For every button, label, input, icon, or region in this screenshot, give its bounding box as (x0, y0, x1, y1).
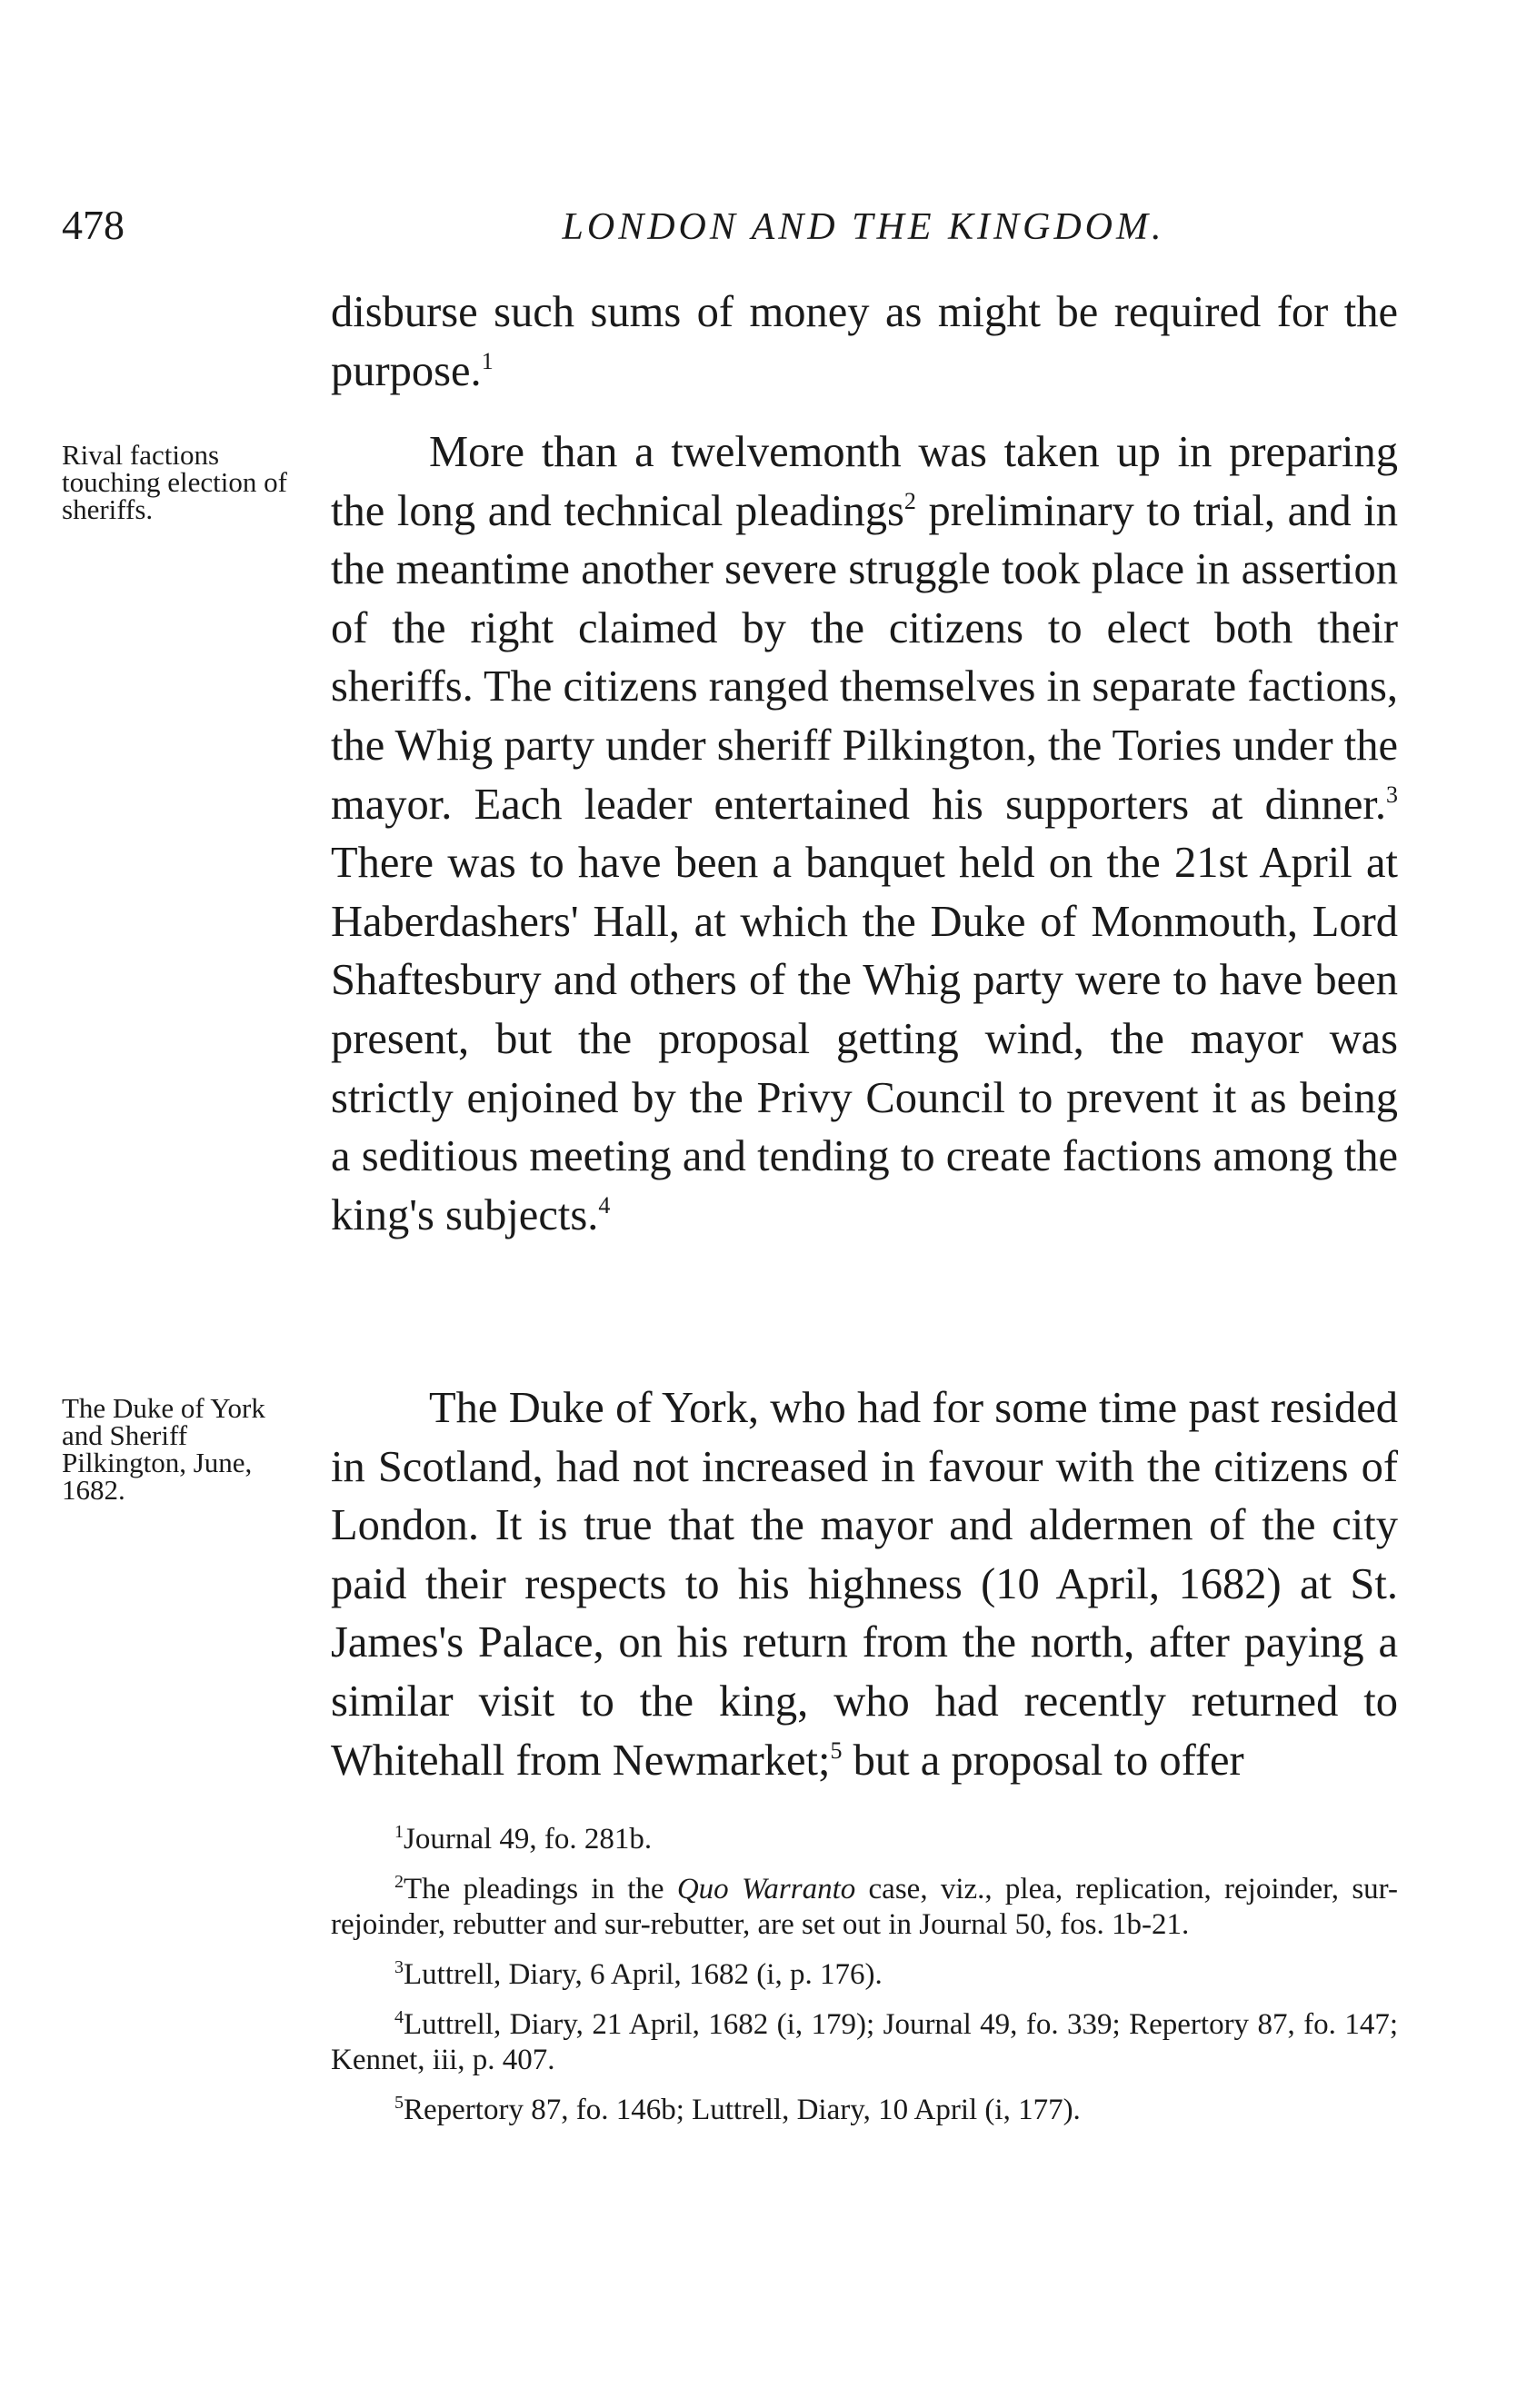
footnote-text: Journal 49, fo. 281b. (404, 1823, 653, 1856)
footnote-text: Luttrell, Diary, 21 April, 1682 (i, 179); Journal 49, fo. 339; Repertory 87, fo. 147; Kennet, iii, p. 407. (331, 2008, 1398, 2076)
paragraph-rival-factions (331, 423, 1398, 1245)
page-number: 478 (62, 202, 125, 248)
sidenote-duke-of-york: The Duke of York and Sheriff Pilkington, June, 1682. (62, 1392, 265, 1506)
footnote-mark: 4 (394, 2007, 404, 2027)
case-name: Quo Warranto (676, 1873, 856, 1906)
paragraph-text: preliminary to trial, and in the meantime another severe struggle took place in assertion of the right claimed by the citizens to elect both their sheriffs. The citizens ranged themselves in separate factions, the Whig party under sheriff Pilkington, the Tories under the mayor. Each leader entertained his supporters at dinner. (331, 486, 1398, 829)
footnote-2 (331, 1872, 1398, 1943)
footnote-mark: 2 (394, 1872, 404, 1892)
running-head: LONDON AND THE KINGDOM. (562, 206, 1165, 248)
paragraph-duke-of-york (331, 1379, 1398, 1790)
footnote-mark: 1 (394, 1822, 404, 1842)
footnote-mark: 3 (394, 1957, 404, 1977)
paragraph-text: but a proposal to offer (842, 1736, 1244, 1785)
footnote-text: Luttrell, Diary, 6 April, 1682 (i, p. 176). (404, 1958, 883, 1991)
footnote-text: Repertory 87, fo. 146b; Luttrell, Diary, 10 April (i, 177). (404, 2094, 1081, 2126)
footnote-1 (331, 1822, 1398, 1857)
paragraph-text: The Duke of York, who had for some time past resided in Scotland, had not increased in favour with the citizens of London. It is true that the mayor and aldermen of the city paid their respects to his highness (10 April, 1682) at St. James's Palace, on his return from the north, after paying a similar visit to the king, who had recently returned to Whitehall from Newmarket; (331, 1384, 1398, 1785)
footnote-text: The pleadings in the (404, 1873, 677, 1906)
paragraph-text: There was to have been a banquet held on the 21st April at Haberdashers' Hall, at which the Duke of Monmouth, Lord Shaftesbury and others of the Whig party were to have been present, but the proposal getting wind, the mayor was strictly enjoined by the Privy Council to prevent it as being a seditious meeting and tending to create factions among the king's subjects. (331, 839, 1398, 1239)
footnote-ref[interactable]: 3 (1386, 781, 1398, 808)
footnote-5 (331, 2093, 1398, 2128)
paragraph-continued (331, 284, 1398, 401)
footnote-ref[interactable]: 1 (481, 347, 494, 374)
footnote-ref[interactable]: 2 (903, 487, 916, 514)
footnote-mark: 5 (394, 2093, 404, 2113)
footnotes (331, 1822, 1398, 2143)
paragraph-text: disburse such sums of money as might be required for the purpose. (331, 288, 1398, 395)
footnote-3 (331, 1957, 1398, 1993)
sidenote-rival-factions: Rival factions touching election of sheriffs. (62, 439, 287, 525)
paragraph-text: More than a twelvemonth was taken up in preparing the long and technical pleadings (331, 428, 1398, 535)
footnote-ref[interactable]: 4 (598, 1191, 611, 1219)
footnote-ref[interactable]: 5 (830, 1736, 843, 1764)
footnote-4 (331, 2007, 1398, 2078)
footnote-text: case, viz., plea, replication, rejoinder, sur-rejoinder, rebutter and sur-rebutter, are set out in Journal 50, fos. 1b-21. (331, 1873, 1398, 1941)
